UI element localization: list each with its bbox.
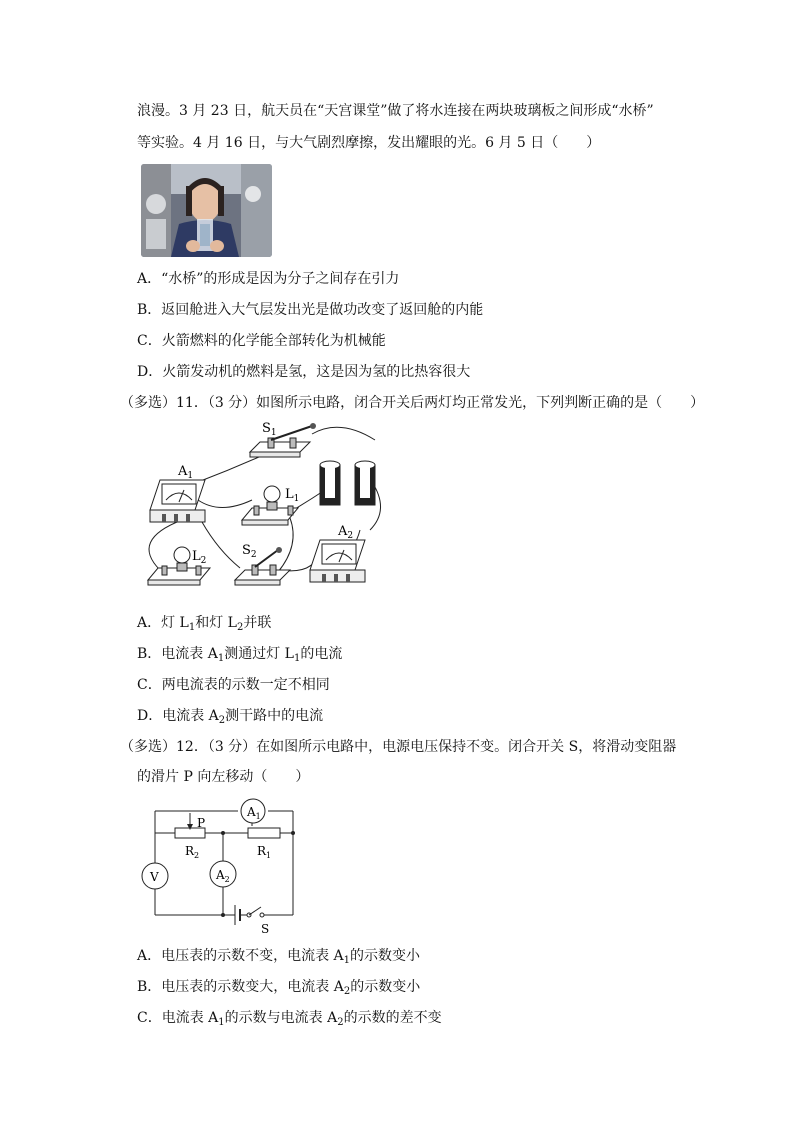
switch-s <box>249 907 261 915</box>
battery-pack <box>320 461 375 505</box>
astronaut-photo <box>141 164 272 257</box>
l2-label: $L_2$ <box>192 549 207 566</box>
q12-circuit-figure <box>135 795 310 935</box>
v-meter-label: V <box>150 870 159 884</box>
q11-circuit-figure <box>140 420 400 595</box>
a2-ammeter <box>310 540 365 582</box>
q12-option-b: B．电压表的示数变大，电流表 $A_2$的示数变小 <box>137 979 421 997</box>
q11-option-c: C．两电流表的示数一定不相同 <box>137 677 330 693</box>
a2-label: $A_2$ <box>338 524 354 541</box>
a1-meter-label: $A_1$ <box>247 805 261 821</box>
s2-label: $S_2$ <box>242 543 257 560</box>
l1-label: $L_1$ <box>285 487 300 504</box>
intro-line-2: 等实验。4 月 16 日，与大气剧烈摩擦，发出耀眼的光。6 月 5 日（ ） <box>137 135 601 151</box>
s1-label: $S_1$ <box>262 421 277 438</box>
a2-meter-label: $A_2$ <box>216 868 230 884</box>
q11-option-a: A．灯 $L_1$和灯 $L_2$并联 <box>137 615 272 633</box>
q12-option-c: C．电流表 $A_1$的示数与电流表 $A_2$的示数的差不变 <box>137 1010 442 1028</box>
q12-stem-line-1: （多选）12．（3 分）在如图所示电路中，电源电压保持不变。闭合开关 S，将滑动变阻器 <box>120 739 677 755</box>
s-label: S <box>261 922 270 935</box>
q10-option-b: B．返回舱进入大气层发出光是做功改变了返回舱的内能 <box>137 302 484 318</box>
q12-option-a: A．电压表的示数不变，电流表 $A_1$的示数变小 <box>137 948 421 966</box>
q11-stem: （多选）11．（3 分）如图所示电路，闭合开关后两灯均正常发光，下列判断正确的是（ ） <box>120 395 705 411</box>
q10-option-a: A．“水桥”的形成是因为分子之间存在引力 <box>137 271 400 287</box>
r1-resistor <box>248 828 280 838</box>
q10-option-d: D．火箭发动机的燃料是氢，这是因为氢的比热容很大 <box>137 364 471 380</box>
r1-label: $R_1$ <box>257 844 272 860</box>
p-label: P <box>197 816 206 830</box>
a1-ammeter <box>150 480 205 522</box>
r2-label: $R_2$ <box>185 844 200 860</box>
l2-lamp <box>148 547 210 585</box>
q11-option-b: B．电流表 $A_1$测通过灯 $L_1$的电流 <box>137 646 343 664</box>
intro-line-1: 浪漫。3 月 23 日，航天员在“天宫课堂”做了将水连接在两块玻璃板之间形成“水桥” <box>137 103 654 119</box>
q12-stem-line-2: 的滑片 P 向左移动（ ） <box>137 769 310 785</box>
q10-option-c: C．火箭燃料的化学能全部转化为机械能 <box>137 333 386 349</box>
s1-switch <box>250 423 316 457</box>
a1-label: $A_1$ <box>178 464 194 481</box>
q11-option-d: D．电流表 $A_2$测干路中的电流 <box>137 708 324 726</box>
